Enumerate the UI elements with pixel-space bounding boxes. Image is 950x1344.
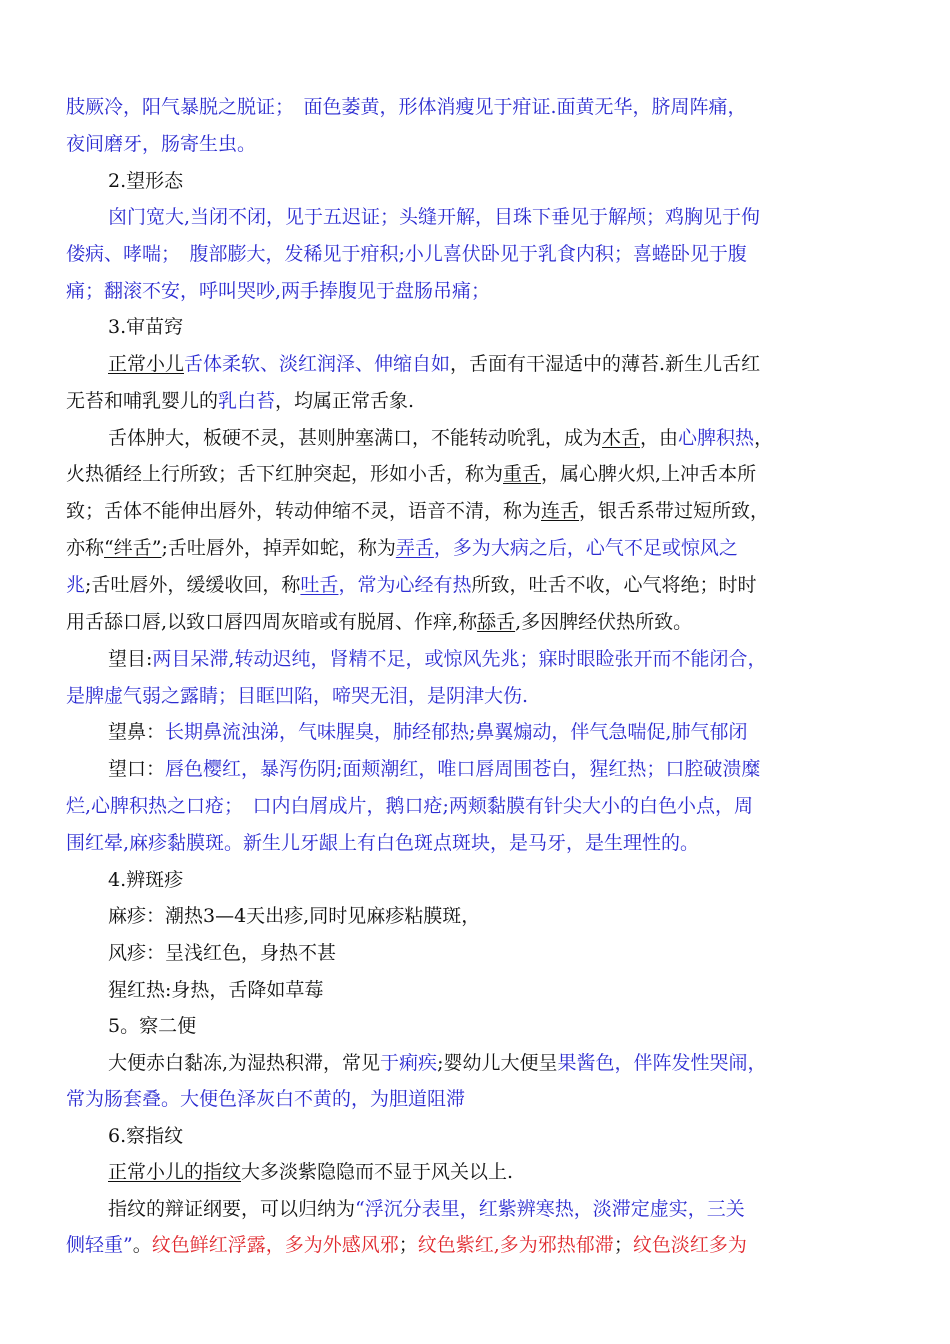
text-span: ,多因脾经伏热所致。 — [515, 611, 693, 633]
text-span: 亦称 — [66, 537, 105, 559]
text-line — [66, 496, 896, 526]
underlined-term: 正常小儿的指纹 — [108, 1161, 242, 1183]
text-span: ，属心脾火炽,上冲舌本所 — [541, 463, 757, 485]
text-span: ，舌面有干湿适中的薄苔.新生儿舌红 — [450, 353, 761, 375]
text-span: 乳白苔 — [218, 390, 276, 412]
text-span: 用舌舔口唇,以致口唇四周灰暗或有脱屑、作痒,称 — [66, 611, 478, 633]
text-span: 纹色紫红,多为邪热郁滞 — [417, 1234, 614, 1256]
text-span: 于痢疾 — [380, 1052, 438, 1074]
text-span: 是脾虚气弱之露睛；目眶凹陷，啼哭无泪，是阴津大伤. — [66, 685, 529, 707]
text-span: 夜间磨牙，肠寄生虫。 — [66, 133, 257, 155]
underlined-term: 木舌 — [602, 427, 641, 449]
underlined-term: 正常小儿 — [108, 353, 185, 375]
text-span: 纹色鲜红浮露，多为外感风邪 — [151, 1234, 399, 1256]
text-span: 望口： — [108, 758, 166, 780]
text-span: 无苔和哺乳婴儿的 — [66, 390, 219, 412]
text-span: 大多淡紫隐隐而不显于风关以上. — [241, 1161, 514, 1183]
text-span: 所致，吐舌不收，心气将绝；时时 — [471, 574, 757, 596]
text-span: “浮沉分表里，红紫辨寒热，淡滞定虚实，三关 — [355, 1198, 745, 1220]
text-span: 兆 — [66, 574, 86, 596]
text-line — [108, 423, 896, 453]
text-line — [108, 754, 896, 784]
text-line — [66, 1084, 896, 1114]
text-span: 心脾积热 — [678, 427, 755, 449]
text-span: 舌体肿大，板硬不灵，甚则肿塞满口，不能转动吮乳，成为 — [108, 427, 603, 449]
text-line — [108, 644, 896, 674]
text-span: 指纹的辩证纲要，可以归纳为 — [108, 1198, 356, 1220]
text-line — [108, 901, 896, 931]
section-heading — [108, 166, 896, 196]
text-span: ;婴幼儿大便呈 — [437, 1052, 558, 1074]
text-span: 望目: — [108, 648, 153, 670]
text-line — [66, 681, 896, 711]
section-heading — [108, 1121, 896, 1151]
text-span: ，多为大病之后，心气不足或惊风之 — [433, 537, 738, 559]
text-span: 2.望形态 — [108, 170, 184, 192]
text-span: 常为肠套叠。大便色泽灰白不黄的，为胆道阻滞 — [66, 1088, 466, 1110]
underlined-term: 吐舌 — [300, 574, 339, 596]
text-span: 囟门宽大,当闭不闭，见于五迟证；头缝开解，目珠下垂见于解颅；鸡胸见于佝 — [108, 206, 761, 228]
text-span: 望鼻： — [108, 721, 166, 743]
text-span: 猩红热:身热，舌降如草莓 — [108, 979, 324, 1001]
section-heading — [108, 312, 896, 342]
text-line — [108, 717, 896, 747]
text-span: 纹色淡红多为 — [632, 1234, 747, 1256]
text-span: 4.辨斑疹 — [108, 869, 184, 891]
text-span: ， — [754, 427, 774, 449]
text-line — [66, 386, 896, 416]
text-line — [66, 791, 896, 821]
text-line — [66, 276, 896, 306]
text-span: ； — [398, 1234, 418, 1256]
text-line — [66, 1230, 896, 1260]
underlined-term: 弄舌 — [395, 537, 434, 559]
text-span: ;舌吐唇外，缓缓收回，称 — [85, 574, 301, 596]
text-span: 风疹：呈浅红色，身热不甚 — [108, 942, 337, 964]
text-span: 致；舌体不能伸出唇外，转动伸缩不灵，语音不清，称为 — [66, 500, 542, 522]
text-span: 麻疹：潮热3—4天出疹,同时见麻疹粘膜斑， — [108, 905, 481, 927]
section-heading — [108, 1011, 896, 1041]
section-heading — [108, 865, 896, 895]
text-span: 舌体柔软、淡红润泽、伸缩自如 — [184, 353, 451, 375]
text-line — [108, 202, 896, 232]
text-span: 烂,心脾积热之口疮； 口内白屑成片，鹅口疮;两颊黏膜有针尖大小的白色小点，周 — [66, 795, 753, 817]
text-span: 肢厥冷，阳气暴脱之脱证； 面色萎黄，形体消瘦见于疳证.面黄无华，脐周阵痛， — [66, 96, 747, 118]
text-line — [66, 533, 896, 563]
text-span: 唇色樱红，暴泻伤阴;面颊潮红，唯口唇周围苍白，猩红热；口腔破溃糜 — [165, 758, 761, 780]
text-span: ，常为心经有热 — [338, 574, 472, 596]
text-span: 两目呆滞,转动迟纯，肾精不足，或惊风先兆；寐时眼睑张开而不能闭合， — [152, 648, 767, 670]
text-span: ，由 — [640, 427, 679, 449]
text-line — [66, 607, 896, 637]
text-span: 。 — [132, 1234, 152, 1256]
text-span: 痛；翻滚不安，呼叫哭吵,两手捧腹见于盘肠吊痛； — [66, 280, 491, 302]
text-line — [66, 570, 896, 600]
text-line — [66, 239, 896, 269]
text-span: ； — [613, 1234, 633, 1256]
text-span: 5。察二便 — [108, 1015, 197, 1037]
text-line — [108, 1157, 896, 1187]
text-span: 果酱色，伴阵发性哭闹， — [557, 1052, 767, 1074]
text-line — [66, 129, 896, 159]
text-line — [66, 828, 896, 858]
text-line — [108, 975, 896, 1005]
text-line — [66, 459, 896, 489]
text-line — [108, 938, 896, 968]
underlined-term: 重舌 — [503, 463, 542, 485]
text-span: ，均属正常舌象. — [275, 390, 415, 412]
underlined-term: “绊舌” — [104, 537, 162, 559]
text-span: 围红晕,麻疹黏膜斑。新生儿牙龈上有白色斑点斑块，是马牙，是生理性的。 — [66, 832, 700, 854]
text-span: 火热循经上行所致；舌下红肿突起，形如小舌，称为 — [66, 463, 504, 485]
text-span: 3.审苗窍 — [108, 316, 184, 338]
underlined-term: 舔舌 — [477, 611, 516, 633]
text-line — [66, 92, 896, 122]
text-line — [108, 1194, 896, 1224]
text-span: 偻病、哮喘； 腹部膨大，发稀见于疳积;小儿喜伏卧见于乳食内积；喜蜷卧见于腹 — [66, 243, 747, 265]
text-span: 6.察指纹 — [108, 1125, 184, 1147]
text-span: 长期鼻流浊涕，气味腥臭，肺经郁热;鼻翼煽动，伴气急喘促,肺气郁闭 — [165, 721, 748, 743]
text-line — [108, 1048, 896, 1078]
text-span: 大便赤白黏冻,为湿热积滞，常见 — [108, 1052, 381, 1074]
text-span: ;舌吐唇外，掉弄如蛇，称为 — [161, 537, 396, 559]
text-line — [108, 349, 896, 379]
underlined-term: 连舌 — [541, 500, 580, 522]
text-span: 侧轻重” — [66, 1234, 133, 1256]
text-span: ，银舌系带过短所致， — [579, 500, 770, 522]
